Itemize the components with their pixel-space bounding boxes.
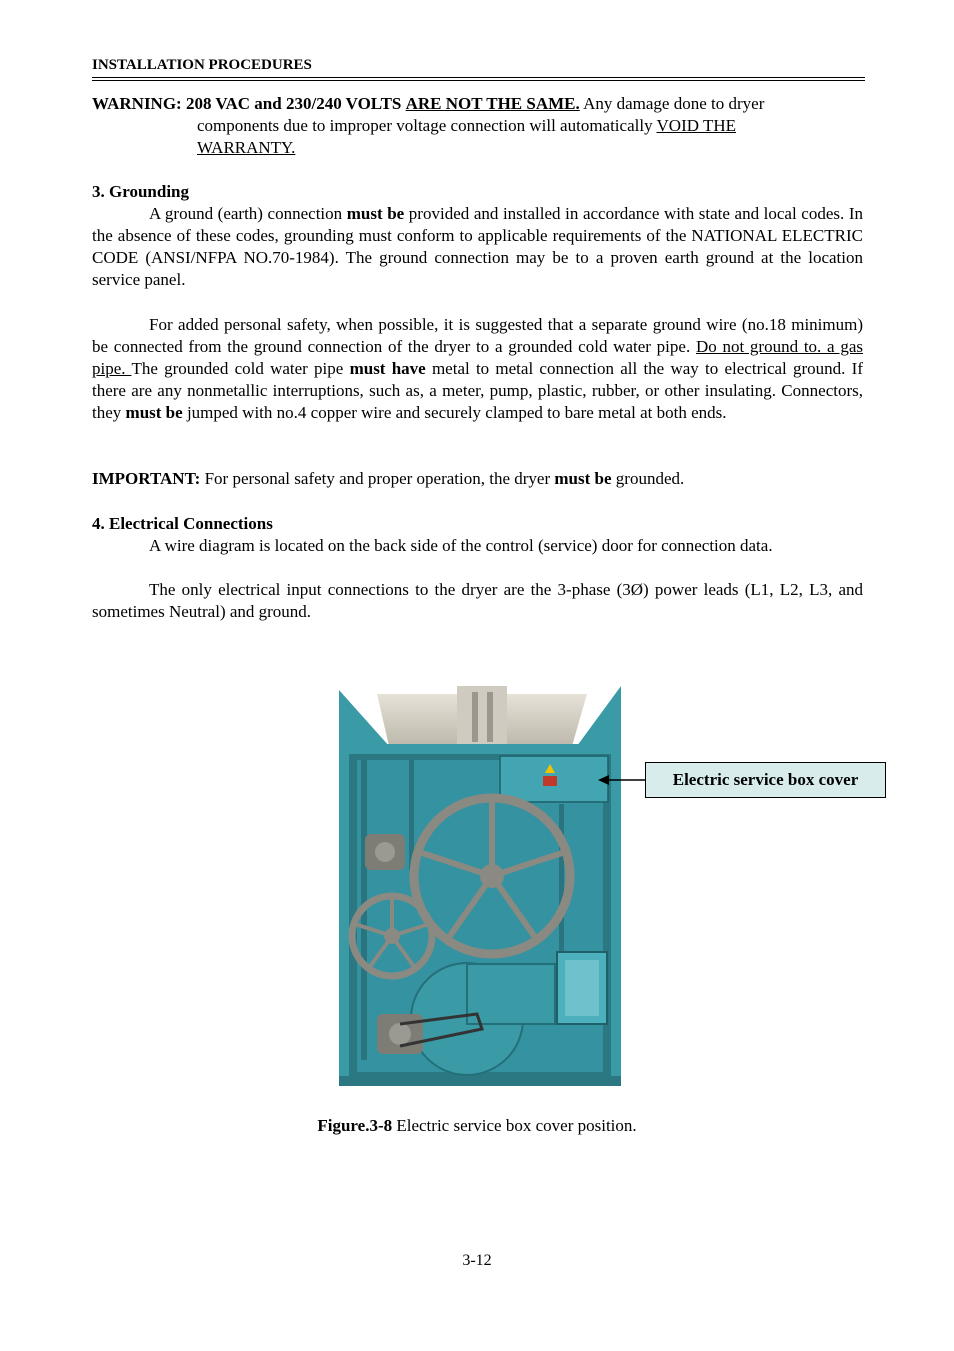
grounding-heading: 3. Grounding xyxy=(92,182,190,201)
dryer-figure xyxy=(337,684,623,1090)
electrical-paragraph-2: The only electrical input connections to the dryer are the 3-phase (3Ø) power leads (L1, L2, L3, and sometimes Neutral) and ground. xyxy=(92,580,863,621)
page-number: 3-12 xyxy=(462,1252,492,1269)
figure-caption: Figure.3-8 Electric service box cover position. xyxy=(317,1116,637,1135)
electrical-heading: 4. Electrical Connections xyxy=(92,514,273,533)
important-note: IMPORTANT: For personal safety and proper operation, the dryer must be grounded. xyxy=(92,469,685,488)
callout-arrow xyxy=(596,770,648,790)
warning-line xyxy=(92,93,865,115)
callout-label: Electric service box cover xyxy=(645,762,886,798)
void-text: VOID THE xyxy=(656,116,736,135)
header-rule xyxy=(92,77,865,78)
electrical-section xyxy=(92,513,863,557)
electrical-paragraph-1: A wire diagram is located on the back side of the control (service) door for connection data. xyxy=(149,536,773,555)
warning-emphasis: ARE NOT THE SAME. xyxy=(405,94,580,113)
warning-continuation: components due to improper voltage connection will automatically VOID THE WARRANTY. xyxy=(197,116,736,157)
warning-label: WARNING: 208 VAC and 230/240 VOLTS xyxy=(92,94,402,113)
grounding-paragraph-1: A ground (earth) connection must be provided and installed in accordance with state and local codes. In the absence of these codes, grounding must conform to applicable requirements of the NATIONAL ELECTRIC CODE (ANSI/NFPA NO.70-1984). The ground connection may be to a proven earth ground at the location service panel. xyxy=(92,204,863,289)
header-rule-thin xyxy=(92,80,865,81)
grounding-paragraph-2: For added personal safety, when possible, it is suggested that a separate ground wire (no.18 minimum) be connected from the ground connection of the dryer to a grounded cold water pipe. Do not ground to. a gas pipe. The grounded cold water pipe must have metal to metal connection all the way to electrical ground. If there are any nonmetallic interruptions, such as, a meter, pump, plastic, rubber, or other insulating. Connectors, they must be jumped with no.4 copper wire and securely clamped to bare metal at both ends. xyxy=(92,315,864,422)
warning-text: Any damage done to dryer xyxy=(579,94,765,113)
page-header: INSTALLATION PROCEDURES xyxy=(92,57,312,73)
grounding-section xyxy=(92,181,863,291)
warranty-text: WARRANTY. xyxy=(197,138,296,157)
